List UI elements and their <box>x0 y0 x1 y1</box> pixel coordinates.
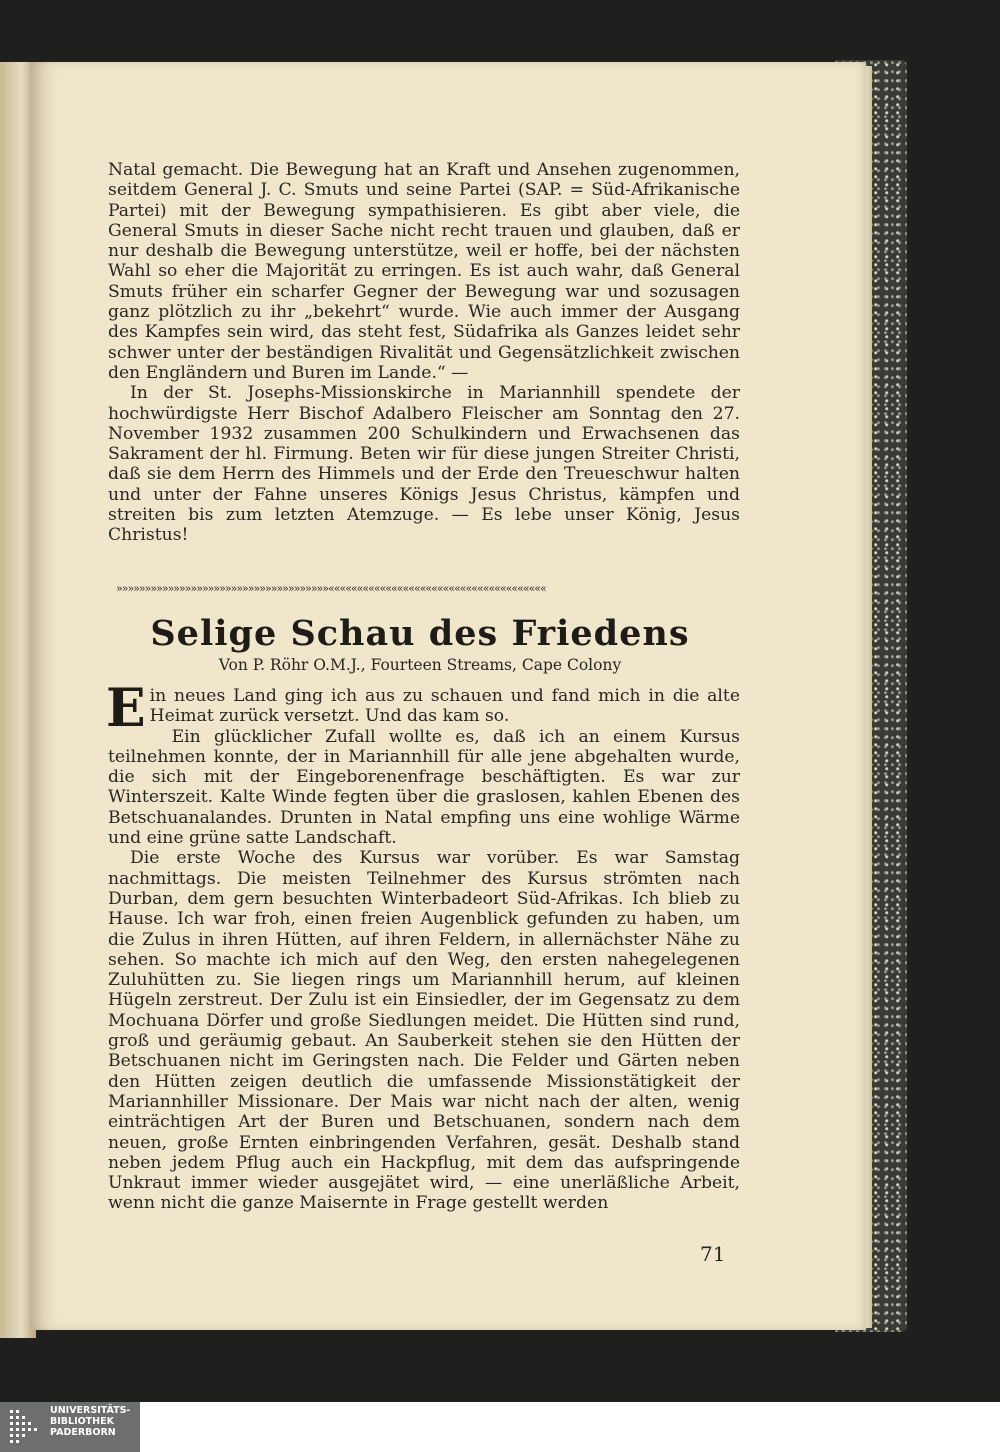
drop-cap: E <box>106 678 146 739</box>
library-logo-icon <box>6 1406 44 1448</box>
paragraph-firmung: In der St. Josephs-Missionskirche in Mariannhill spendete der hochwürdigste Herr Bischof Adalbero Fleischer am Sonntag den 27. November 1932 zusammen 200 Schulkindern und Erwachsenen das Sakrament der hl. Firmung. Beten wir für diese jungen Streiter Christi, daß sie dem Herrn des Himmels und der Erde den Treueschwur halten und unter der Fahne unseres Königs Jesus Christus, kämpfen und streiten bis zum letzten Atemzuge. — Es lebe unser König, Jesus Christus! <box>108 383 740 546</box>
footer-bar <box>0 1402 1000 1452</box>
page-number: 71 <box>700 1242 726 1266</box>
article-body <box>106 678 740 1214</box>
paragraph-zulus: Die erste Woche des Kursus war vorüber. Es war Samstag nachmittags. Die meisten Teilnehmer des Kursus strömten nach Durban, dem gern besuchten Winterbadeort Süd-Afrikas. Ich blieb zu Hause. Ich war froh, einen freien Augenblick gefunden zu haben, um die Zulus in ihren Hütten, auf ihren Feldern, in allernächster Nähe zu sehen. So machte ich mich auf den Weg, den ersten nahegelegenen Zuluhütten zu. Sie liegen rings um Mariannhill herum, auf kleinen Hügeln zerstreut. Der Zulu ist ein Einsiedler, der im Gegensatz zu dem Mochuana Dörfer und große Siedlungen meidet. Die Hütten sind rund, groß und geräumig gebaut. An Sauberkeit stehen sie den Hütten der Betschuanen nicht im Geringsten nach. Die Felder und Gärten neben den Hütten zeigen deutlich die umfassende Missionstätigkeit der Mariannhiller Missionare. Der Mais war nicht nach der alten, wenig einträchtigen Art der Buren und Betschuanen, sondern nach dem neuen, große Ernten einbringenden Verfahren, gesät. Deshalb stand neben jedem Pflug auch ein Hackpflug, mit dem das aufspringende Unkraut immer wieder ausgejätet wird, — eine unerläßliche Arbeit, wenn nicht die ganze Maisernte in Frage gestellt werden <box>108 848 740 1214</box>
article-byline: Von P. Röhr O.M.J., Fourteen Streams, Cape Colony <box>218 656 622 674</box>
logo-line-1: UNIVERSITÄTS- <box>50 1405 131 1416</box>
first-paragraph <box>106 678 740 739</box>
ornamental-divider: »»»»»»»»»»»»»»»»»»»»»»»»»»»»»»»»»»»»»«««««««««««««««««««««««««««««««««««««« <box>116 582 546 595</box>
logo-line-2: BIBLIOTHEK <box>50 1416 114 1427</box>
library-logo-text <box>50 1405 138 1438</box>
paragraph-natal: Natal gemacht. Die Bewegung hat an Kraft und Ansehen zugenommen, seitdem General J. C. Smuts und seine Partei (SAP. = Süd-Afrikanische Partei) mit der Bewegung sympathisieren. Es gibt aber viele, die General Smuts in dieser Sache nicht recht trauen und glauben, daß er nur deshalb die Bewegung unterstütze, weil er hoffe, bei der nächsten Wahl so eher die Majorität zu erringen. Es ist auch wahr, daß General Smuts früher ein scharfer Gegner der Bewegung war und sozusagen ganz plötzlich zu ihr „bekehrt“ wurde. Wie auch immer der Ausgang des Kampfes sein wird, das steht fest, Südafrika als Ganzes leidet sehr schwer unter der beständigen Rivalität und Gegensätzlichkeit zwischen den Engländern und Buren im Lande.“ — <box>108 160 740 383</box>
logo-line-3: PADERBORN <box>50 1427 116 1438</box>
article-title: Selige Schau des Friedens <box>150 613 690 654</box>
first-paragraph-text: in neues Land ging ich aus zu schauen und fand mich in die alte Heimat zurück versetzt. Und das kam so. <box>149 686 740 727</box>
paragraph-kursus: Ein glücklicher Zufall wollte es, daß ich an einem Kursus teilnehmen konnte, der in Mariannhill für alle jene abgehalten wurde, die sich mit der Eingeborenenfrage beschäftigten. Es war zur Winterszeit. Kalte Winde fegten über die graslosen, kahlen Ebenen des Betschuanalandes. Drunten in Natal empfing uns eine wohlige Wärme und eine grüne satte Landschaft. <box>108 726 740 849</box>
top-text-block <box>108 160 740 546</box>
